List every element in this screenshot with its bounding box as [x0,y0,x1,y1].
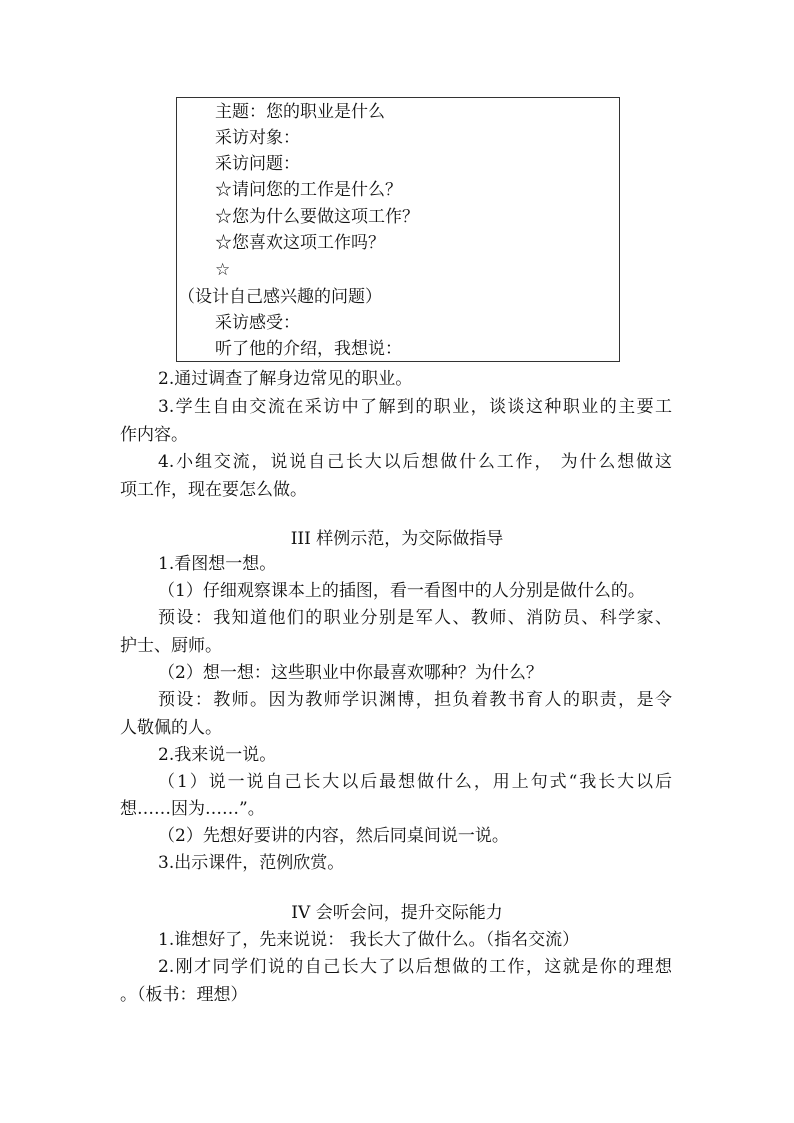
interview-feelings-label: 采访感受： [215,313,300,333]
paragraph-3-line-2: 作内容。 [120,425,188,445]
interview-custom-note: （设计自己感兴趣的问题） [178,287,382,307]
section-3-item-2-1-line-2: 想……因为……”。 [120,799,265,819]
paragraph-4-line-1: 4.小组交流，说说自己长大以后想做什么工作， 为什么想做这 [158,452,672,472]
section-4-heading: IV 会听会问，提升交际能力 [291,903,503,923]
section-4-item-2-line-2: 。（板书：理想） [120,985,248,1005]
section-3-item-1: 1.看图想一想。 [158,554,277,574]
section-3-preset-1-line-2: 护士、厨师。 [120,636,222,656]
section-3-preset-1-line-1: 预设：我知道他们的职业分别是军人、教师、消防员、科学家、 [158,608,672,628]
section-3-item-1-2: （2）想一想：这些职业中你最喜欢哪种？为什么？ [158,663,543,683]
section-3-item-2-1-line-1: （1）说一说自己长大以后最想做什么，用上句式“我长大以后 [158,772,672,792]
section-3-item-2: 2.我来说一说。 [158,745,277,765]
interview-question-1: ☆请问您的工作是什么？ [215,180,402,200]
interview-feelings-text: 听了他的介绍，我想说： [215,339,402,359]
paragraph-2: 2.通过调查了解身边常见的职业。 [158,369,413,389]
section-3-preset-2-line-1: 预设：教师。因为教师学识渊博，担负着教书育人的职责，是令 [158,690,672,710]
interview-question-4: ☆ [215,260,231,280]
section-3-item-3: 3.出示课件，范例欣赏。 [158,853,345,873]
interview-question-3: ☆您喜欢这项工作吗？ [215,233,385,253]
interview-subject: 采访对象： [215,128,300,148]
section-3-heading: III 样例示范，为交际做指导 [290,529,504,549]
section-4-item-1: 1.谁想好了，先来说说： 我长大了做什么。（指名交流） [158,930,580,950]
section-3-item-1-1: （1）仔细观察课本上的插图，看一看图中的人分别是做什么的。 [158,581,645,601]
section-3-item-2-2: （2）先想好要讲的内容，然后同桌间说一说。 [158,826,509,846]
interview-question-2: ☆您为什么要做这项工作？ [215,207,419,227]
interview-questions-label: 采访问题： [215,154,300,174]
interview-topic: 主题：您的职业是什么 [215,102,385,122]
paragraph-3-line-1: 3.学生自由交流在采访中了解到的职业，谈谈这种职业的主要工 [158,397,672,417]
section-3-preset-2-line-2: 人敬佩的人。 [120,718,222,738]
section-4-item-2-line-1: 2.刚才同学们说的自己长大了以后想做的工作，这就是你的理想 [158,957,672,977]
paragraph-4-line-2: 项工作，现在要怎么做。 [120,480,307,500]
